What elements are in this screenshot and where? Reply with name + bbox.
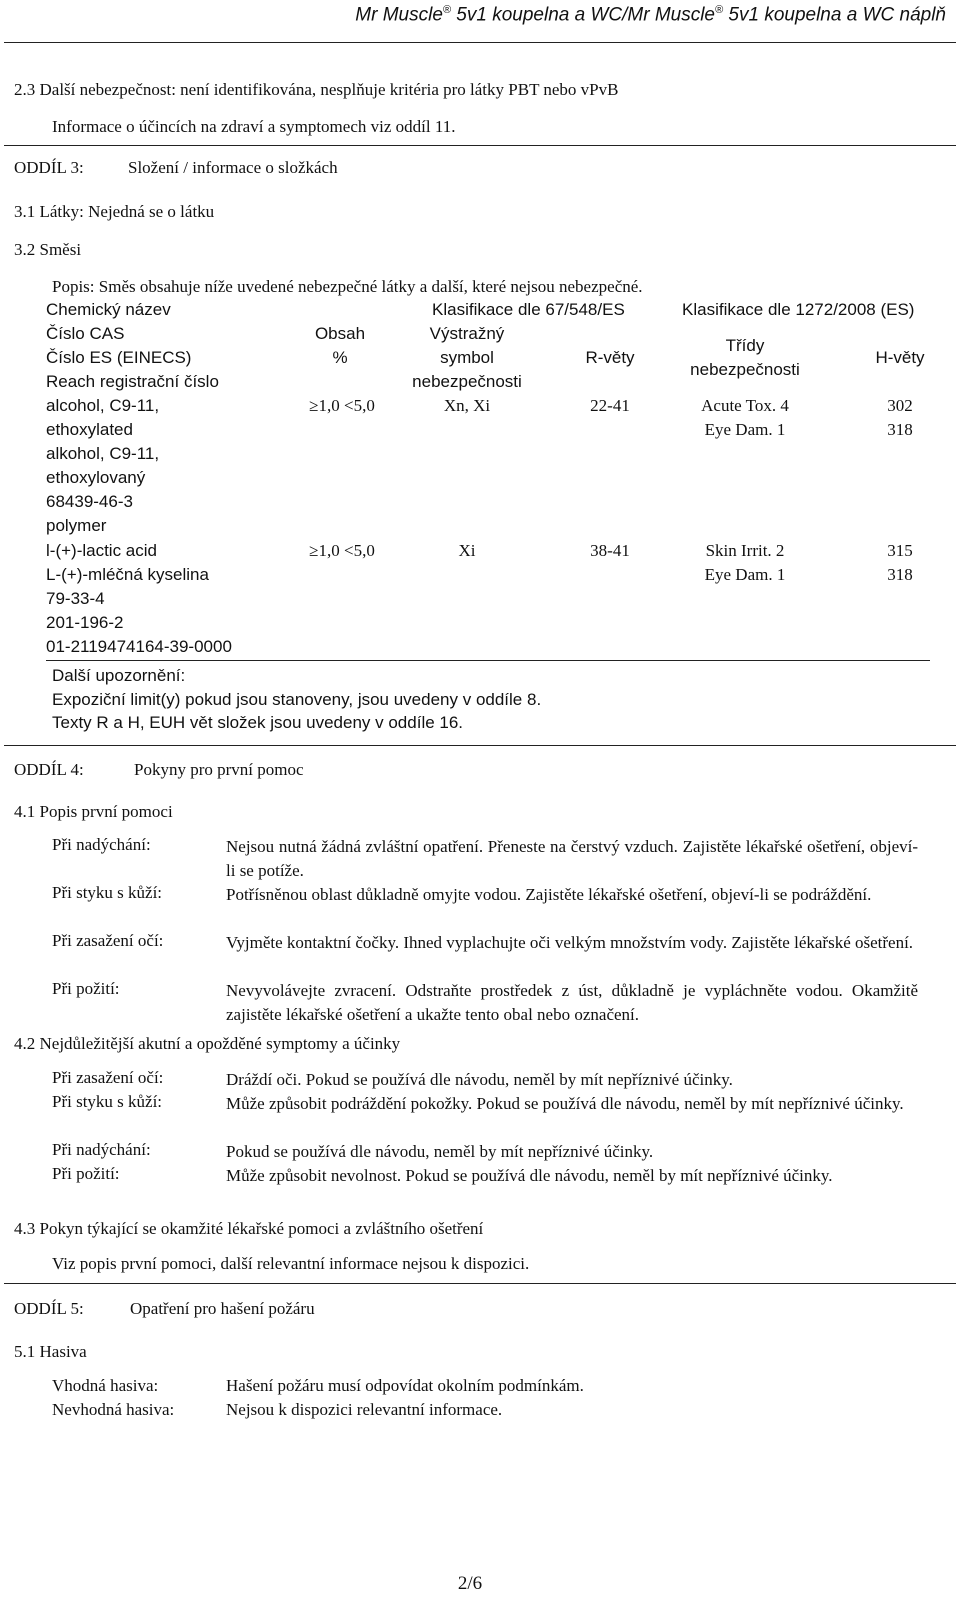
section-4-1: 4.1 Popis první pomoci <box>14 802 173 821</box>
first-aid-label-ingestion: Při požití: <box>52 979 120 998</box>
first-aid-text-inhalation: Nejsou nutná žádná zvláštní opatření. Přeneste na čerstvý vzduch. Zajistěte lékařské ošetření, objeví-li se potíže. <box>226 837 918 880</box>
section-3-label: ODDÍL 3: <box>14 158 84 177</box>
col-cas-number: Číslo CAS <box>46 324 125 343</box>
row-name-line: 01-2119474164-39-0000 <box>46 637 232 656</box>
symptom-label-ingestion: Při požití: <box>52 1164 120 1183</box>
section-3-1: 3.1 Látky: Nejedná se o látku <box>14 202 215 221</box>
symptom-text-ingestion: Může způsobit nevolnost. Pokud se používá dle návodu, neměl by mít nepříznivé účinky. <box>226 1166 833 1185</box>
first-aid-text-ingestion: Nevyvolávejte zvracení. Odstraňte prostředek z úst, důkladně je vypláchněte vodou. Okamžitě zajistěte lékařské ošetření a ukažte tento obal nebo označení. <box>226 981 918 1024</box>
col-classification-67-548: Klasifikace dle 67/548/ES <box>432 300 625 319</box>
extinguisher-text-unsuitable: Nejsou k dispozici relevantní informace. <box>226 1400 503 1419</box>
first-aid-label-inhalation: Při nadýchání: <box>52 835 151 854</box>
first-aid-label-eyes: Při zasažení očí: <box>52 931 164 950</box>
extinguisher-label-suitable: Vhodná hasiva: <box>52 1376 159 1395</box>
row-h-phrase: 318 <box>887 565 913 584</box>
col-content: Obsah <box>314 324 366 343</box>
row-h-phrase: 315 <box>887 541 913 560</box>
row-r-phrases: 38-41 <box>590 541 630 560</box>
col-hazard-symbol: Výstražný <box>429 324 505 343</box>
col-hazard-classes: Třídy <box>725 336 765 355</box>
phrases-note: Texty R a H, EUH vět složek jsou uvedeny v oddíle 16. <box>52 713 464 732</box>
section-3-title: Složení / informace o složkách <box>128 158 338 177</box>
mixture-description: Popis: Směs obsahuje níže uvedené nebezpečné látky a další, které nejsou nebezpečné. <box>52 277 643 296</box>
section-divider <box>4 145 956 146</box>
col-chemical-name: Chemický název <box>46 300 171 319</box>
exposure-limit-note: Expoziční limit(y) pokud jsou stanoveny, jsou uvedeny v oddíle 8. <box>52 690 542 709</box>
symptom-text-eyes: Dráždí oči. Pokud se používá dle návodu, neměl by mít nepříznivé účinky. <box>226 1070 733 1089</box>
section-5-1: 5.1 Hasiva <box>14 1342 87 1361</box>
section-4-2: 4.2 Nejdůležitější akutní a opožděné symptomy a účinky <box>14 1034 401 1053</box>
table-bottom-rule <box>46 660 930 661</box>
first-aid-text-skin: Potřísněnou oblast důkladně omyjte vodou. Zajistěte lékařské ošetření, objeví-li se podráždění. <box>226 885 872 904</box>
row-content: ≥1,0 <5,0 <box>309 541 375 560</box>
header-product-part2: 5v1 koupelna a WC/Mr Muscle <box>451 4 716 26</box>
symptom-text-skin: Může způsobit podráždění pokožky. Pokud se používá dle návodu, neměl by mít nepříznivé účinky. <box>226 1094 904 1113</box>
row-name-line: L-(+)-mléčná kyselina <box>46 565 209 584</box>
row-name-line: alkohol, C9-11, <box>46 444 160 463</box>
col-hazard-classes-line2: nebezpečnosti <box>690 360 800 379</box>
registered-mark: ® <box>715 4 724 16</box>
row-name-line: polymer <box>46 516 107 535</box>
section-4-title: Pokyny pro první pomoc <box>134 760 304 779</box>
section-5-title: Opatření pro hašení požáru <box>130 1299 315 1318</box>
row-name-line: 201-196-2 <box>46 613 124 632</box>
symptom-text-inhalation: Pokud se používá dle návodu, neměl by mít nepříznivé účinky. <box>226 1142 654 1161</box>
header-product-part3: 5v1 koupelna a WC náplň <box>723 4 946 26</box>
col-reach-number: Reach registrační číslo <box>46 372 219 391</box>
row-hazard-class: Skin Irrit. 2 <box>705 541 785 560</box>
row-r-phrases: 22-41 <box>590 396 630 415</box>
registered-mark: ® <box>442 4 452 16</box>
symptom-label-skin: Při styku s kůží: <box>52 1092 163 1111</box>
header-product-part1: Mr Muscle <box>355 4 443 26</box>
header-rule <box>4 42 956 43</box>
section-5-label: ODDÍL 5: <box>14 1299 84 1318</box>
row-content: ≥1,0 <5,0 <box>309 396 375 415</box>
row-name-line: alcohol, C9-11, <box>46 396 160 415</box>
first-aid-text-eyes: Vyjměte kontaktní čočky. Ihned vyplachujte oči velkým množstvím vody. Zajistěte lékařské ošetření. <box>226 933 914 952</box>
row-symbol: Xi <box>458 541 476 560</box>
col-content-unit: % <box>332 348 348 367</box>
col-h-phrases: H-věty <box>875 348 925 367</box>
first-aid-label-skin: Při styku s kůží: <box>52 883 163 902</box>
section-2-3-note: Informace o účincích na zdraví a symptomech viz oddíl 11. <box>52 117 456 136</box>
row-hazard-class: Eye Dam. 1 <box>704 420 786 439</box>
section-4-3: 4.3 Pokyn týkající se okamžité lékařské pomoci a zvláštního ošetření <box>14 1219 484 1238</box>
symptom-label-eyes: Při zasažení očí: <box>52 1068 164 1087</box>
row-name-line: ethoxylovaný <box>46 468 146 487</box>
row-hazard-class: Acute Tox. 4 <box>701 396 789 415</box>
col-hazard-symbol-line3: nebezpečnosti <box>412 372 522 391</box>
section-4-label: ODDÍL 4: <box>14 760 84 779</box>
row-symbol: Xn, Xi <box>443 396 491 415</box>
row-name-line: l-(+)-lactic acid <box>46 541 157 560</box>
row-h-phrase: 302 <box>887 396 913 415</box>
document-header <box>355 4 946 26</box>
further-notes-heading: Další upozornění: <box>52 666 186 685</box>
row-name-line: 68439-46-3 <box>46 492 133 511</box>
row-h-phrase: 318 <box>887 420 913 439</box>
section-divider <box>4 745 956 746</box>
row-hazard-class: Eye Dam. 1 <box>704 565 786 584</box>
col-r-phrases: R-věty <box>585 348 635 367</box>
extinguisher-label-unsuitable: Nevhodná hasiva: <box>52 1400 175 1419</box>
row-name-line: 79-33-4 <box>46 589 105 608</box>
col-hazard-symbol-line2: symbol <box>440 348 494 367</box>
section-4-3-text: Viz popis první pomoci, další relevantní informace nejsou k dispozici. <box>52 1254 530 1273</box>
page-number: 2/6 <box>457 1573 483 1594</box>
extinguisher-text-suitable: Hašení požáru musí odpovídat okolním podmínkám. <box>226 1376 584 1395</box>
section-divider <box>4 1283 956 1284</box>
symptom-label-inhalation: Při nadýchání: <box>52 1140 151 1159</box>
section-3-2: 3.2 Směsi <box>14 240 82 259</box>
col-es-number: Číslo ES (EINECS) <box>46 348 192 367</box>
section-2-3: 2.3 Další nebezpečnost: není identifikována, nesplňuje kritéria pro látky PBT nebo vPvB <box>14 80 619 99</box>
col-classification-1272-2008: Klasifikace dle 1272/2008 (ES) <box>682 300 915 319</box>
row-name-line: ethoxylated <box>46 420 133 439</box>
